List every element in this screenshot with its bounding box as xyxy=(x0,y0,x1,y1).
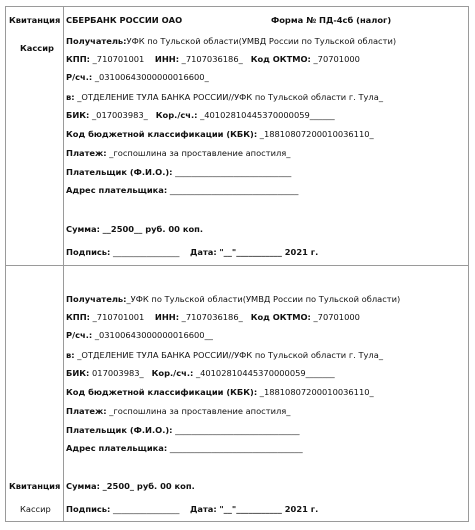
address-field-2[interactable]: ________________________________ xyxy=(169,443,303,453)
recipient-value-2: _УФК по Тульской области(УМВД России по Тульской области) xyxy=(126,294,401,304)
oktmo-value-2: _70701000 xyxy=(313,312,360,322)
sum-row xyxy=(66,224,203,234)
payer-field-2[interactable]: ______________________________ xyxy=(175,425,300,435)
date-field-2[interactable]: "__"___________ 2021 г. xyxy=(219,504,319,514)
bank-row-2 xyxy=(66,350,383,360)
bank-label-2: в: xyxy=(66,350,75,360)
account-label: Р/сч.: xyxy=(66,72,93,82)
address-row xyxy=(66,185,298,195)
oktmo-label: Код ОКТМО: xyxy=(250,54,311,64)
recipient-row xyxy=(66,36,396,46)
account-row-2 xyxy=(66,330,213,340)
kpp-label-2: КПП: xyxy=(66,312,90,322)
recipient-label-2: Получатель: xyxy=(66,294,127,304)
payer-row xyxy=(66,167,291,177)
account-value: _03100643000000016600_ xyxy=(94,72,209,82)
bik-label-2: БИК: xyxy=(66,368,90,378)
payment-row xyxy=(66,148,290,158)
horizontal-divider xyxy=(6,265,468,266)
requisites-row xyxy=(66,54,360,64)
date-field[interactable]: "__"___________ 2021 г. xyxy=(219,247,319,257)
oktmo-value: _70701000 xyxy=(313,54,360,64)
corr-account-label-2: Кор./сч.: xyxy=(151,368,194,378)
signature-label: Подпись: xyxy=(66,247,111,257)
bank-label: в: xyxy=(66,92,75,102)
corr-account-label: Кор./сч.: xyxy=(155,110,198,120)
corr-account-value-2: _40102810445370000059_______ xyxy=(195,368,335,378)
bik-label: БИК: xyxy=(66,110,90,120)
cashier-label: Кассир xyxy=(20,43,54,53)
payment-label-2: Платеж: xyxy=(66,406,107,416)
payment-value: _госпошлина за проставление апостиля_ xyxy=(109,148,291,158)
payment-value-2: _госпошлина за проставление апостиля_ xyxy=(109,406,291,416)
payer-label: Плательщик (Ф.И.О.): xyxy=(66,167,173,177)
address-label: Адрес плательщика: xyxy=(66,185,168,195)
inn-value: _7107036186_ xyxy=(181,54,243,64)
notice-label: Квитанция xyxy=(9,15,61,25)
account-row xyxy=(66,72,209,82)
account-label-2: Р/сч.: xyxy=(66,330,93,340)
payment-label: Платеж: xyxy=(66,148,107,158)
kpp-label: КПП: xyxy=(66,54,90,64)
recipient-value: УФК по Тульской области(УМВД России по Тульской области) xyxy=(126,36,397,46)
recipient-label: Получатель: xyxy=(66,36,127,46)
kbk-label: Код бюджетной классификации (КБК): xyxy=(66,129,258,139)
kbk-row xyxy=(66,129,374,139)
address-row-2 xyxy=(66,443,303,453)
address-field[interactable]: _______________________________ xyxy=(169,185,299,195)
bik-value-2: 017003983_ xyxy=(92,368,144,378)
bank-value-2: _ОТДЕЛЕНИЕ ТУЛА БАНКА РОССИИ//УФК по Тульской области г. Тула_ xyxy=(77,350,383,360)
payment-row-2 xyxy=(66,406,290,416)
sum-value: __2500__ руб. 00 коп. xyxy=(102,224,204,234)
bank-name: СБЕРБАНК РОССИИ ОАО xyxy=(66,15,183,25)
payer-field[interactable]: ____________________________ xyxy=(175,167,292,177)
inn-label: ИНН: xyxy=(154,54,180,64)
signature-field-2[interactable]: ________________ xyxy=(113,504,180,514)
sum-row-2 xyxy=(66,481,195,491)
receipt-form xyxy=(5,6,469,522)
address-label-2: Адрес плательщика: xyxy=(66,443,168,453)
recipient-row-2 xyxy=(66,294,400,304)
payer-label-2: Плательщик (Ф.И.О.): xyxy=(66,425,173,435)
bik-value: _017003983_ xyxy=(92,110,148,120)
signature-row-2 xyxy=(66,504,318,514)
sum-label-2: Сумма: xyxy=(66,481,100,491)
inn-value-2: _7107036186_ xyxy=(181,312,243,322)
payer-row-2 xyxy=(66,425,300,435)
date-label-2: Дата: xyxy=(189,504,217,514)
form-name: Форма № ПД-4сб (налог) xyxy=(271,15,392,25)
kbk-value: _18810807200010036110_ xyxy=(259,129,374,139)
kbk-value-2: _18810807200010036110_ xyxy=(259,387,374,397)
inn-label-2: ИНН: xyxy=(154,312,180,322)
signature-field[interactable]: ________________ xyxy=(113,247,180,257)
sum-value-2: _2500_ руб. 00 коп. xyxy=(102,481,195,491)
account-value-2: _03100643000000016600__ xyxy=(94,330,213,340)
signature-label-2: Подпись: xyxy=(66,504,111,514)
sum-label: Сумма: xyxy=(66,224,100,234)
cashier-label-2: Кассир xyxy=(20,504,51,514)
date-label: Дата: xyxy=(189,247,217,257)
signature-row xyxy=(66,247,318,257)
corr-account-value: _40102810445370000059______ xyxy=(200,110,335,120)
oktmo-label-2: Код ОКТМО: xyxy=(250,312,311,322)
kbk-label-2: Код бюджетной классификации (КБК): xyxy=(66,387,258,397)
bik-row xyxy=(66,110,335,120)
requisites-row-2 xyxy=(66,312,360,322)
bank-value: _ОТДЕЛЕНИЕ ТУЛА БАНКА РОССИИ//УФК по Тульской области г. Тула_ xyxy=(77,92,383,102)
receipt-label: Квитанция xyxy=(9,481,61,491)
kpp-value: _710701001 xyxy=(92,54,145,64)
kbk-row-2 xyxy=(66,387,374,397)
bik-row-2 xyxy=(66,368,335,378)
bank-row xyxy=(66,92,383,102)
vertical-divider xyxy=(63,7,64,521)
kpp-value-2: _710701001 xyxy=(92,312,145,322)
